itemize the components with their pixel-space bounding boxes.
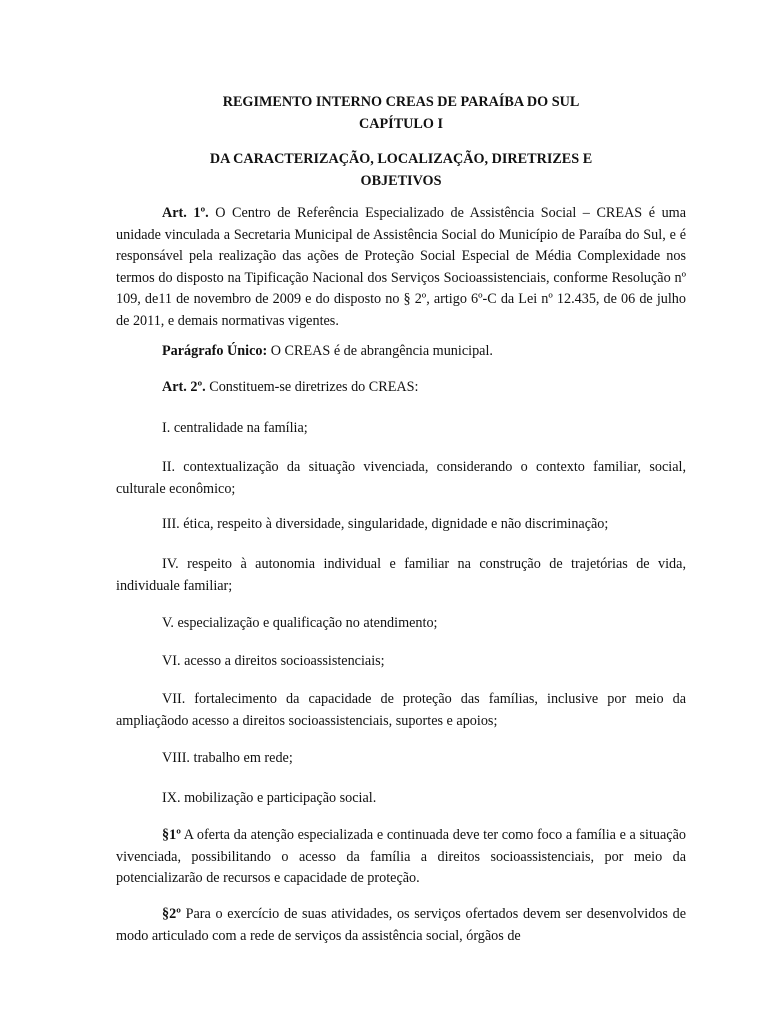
document-heading xyxy=(116,92,686,135)
article-1-text: O Centro de Referência Especializado de Assistência Social – CREAS é uma unidade vinculada a Secretaria Municipal de Assistência Social do Município de Paraíba do Sul, e é responsável pela realização das ações de Proteção Social Especial de Média Complexidade nos termos do disposto na Tipificação Nacional dos Serviços Socioassistenciais, conforme Resolução nº 109, de11 de novembro de 2009 e do disposto no § 2º, artigo 6º-C da Lei nº 12.435, de 06 de julho de 2011, e demais normativas vigentes. xyxy=(116,205,687,329)
article-2-text: Constituem-se diretrizes do CREAS: xyxy=(205,379,419,395)
paragrafo-unico-label: Parágrafo Único: xyxy=(162,343,268,359)
paragraph-2 xyxy=(116,904,686,947)
list-item-ii: II. contextualização da situação vivenciada, considerando o contexto familiar, social, culturale econômico; xyxy=(116,459,686,497)
list-item-vii: VII. fortalecimento da capacidade de proteção das famílias, inclusive por meio da ampliaçãodo acesso a direitos socioassistenciais, suportes e apoios; xyxy=(116,691,686,729)
section-title-line2: OBJETIVOS xyxy=(360,172,442,189)
paragraph-1 xyxy=(116,825,686,890)
article-2-label: Art. 2º. xyxy=(162,379,206,395)
list-item-iii: III. ética, respeito à diversidade, singularidade, dignidade e não discriminação; xyxy=(162,516,609,532)
list-item-i: I. centralidade na família; xyxy=(162,420,308,436)
article-1 xyxy=(116,203,686,332)
list-item-viii: VIII. trabalho em rede; xyxy=(162,750,293,766)
chapter-title: CAPÍTULO I xyxy=(359,115,443,132)
list-item-v: V. especialização e qualificação no atendimento; xyxy=(162,615,438,631)
paragrafo-unico xyxy=(116,341,686,363)
paragraph-1-label: §1º xyxy=(162,827,181,843)
article-2 xyxy=(116,377,686,399)
article-1-label: Art. 1º. xyxy=(162,205,209,221)
paragraph-2-label: §2º xyxy=(162,906,181,922)
section-title xyxy=(116,149,686,192)
paragrafo-unico-text: O CREAS é de abrangência municipal. xyxy=(267,343,493,359)
list-item-iv: IV. respeito à autonomia individual e familiar na construção de trajetórias de vida, individuale familiar; xyxy=(116,556,686,594)
list-item-vi: VI. acesso a direitos socioassistenciais; xyxy=(162,653,385,669)
document-title: REGIMENTO INTERNO CREAS DE PARAÍBA DO SUL xyxy=(222,94,580,110)
section-title-line1: DA CARACTERIZAÇÃO, LOCALIZAÇÃO, DIRETRIZES E xyxy=(209,151,593,167)
list-item-ix: IX. mobilização e participação social. xyxy=(162,790,377,806)
paragraph-1-text: A oferta da atenção especializada e continuada deve ter como foco a família e a situação vivenciada, possibilitando o acesso da família a direitos socioassistenciais, por meio da potencializarão de recursos e capacidade de proteção. xyxy=(116,827,686,886)
paragraph-2-text: Para o exercício de suas atividades, os serviços ofertados devem ser desenvolvidos de modo articulado com a rede de serviços da assistência social, órgãos de xyxy=(116,906,686,944)
